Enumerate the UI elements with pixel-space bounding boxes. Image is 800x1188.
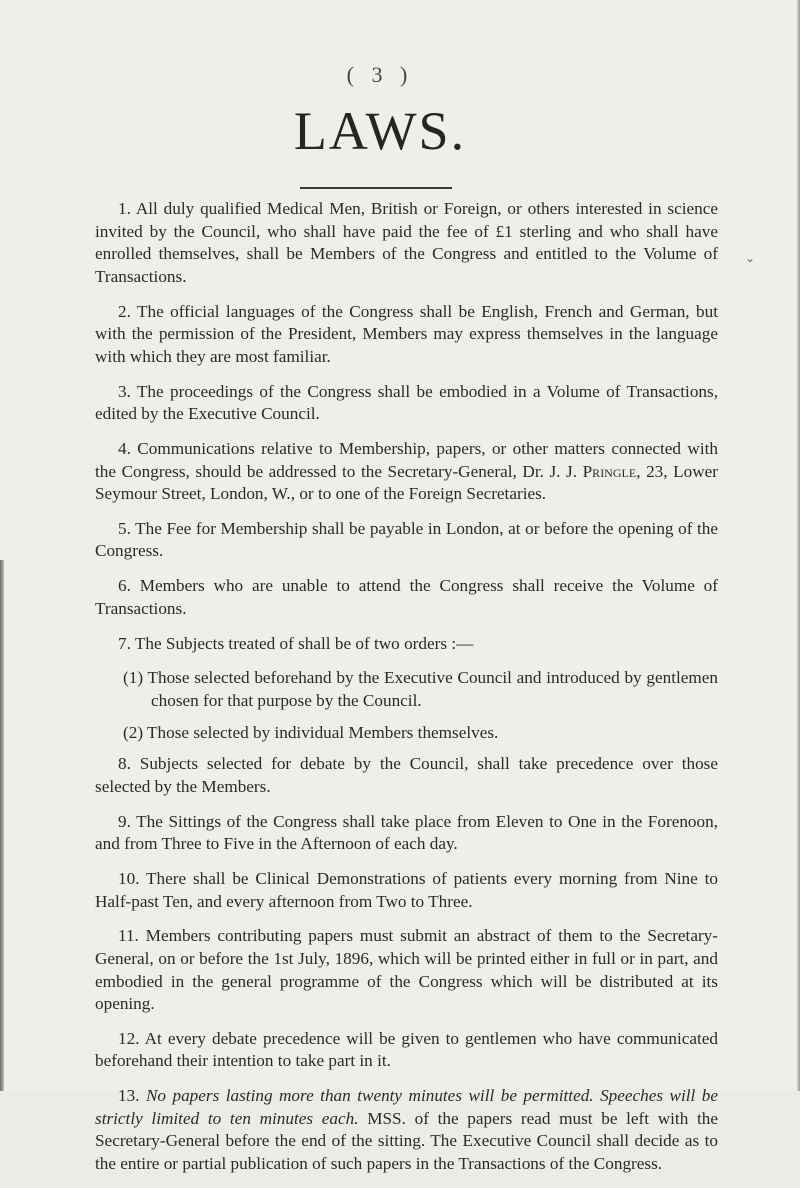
law-13-rest: MSS. of the papers read must be left with the Secretary-General before the end of the sitting. The Executive Council shall decide as to the entire or partial publication of such papers in the Transactions of the Congress. bbox=[95, 1108, 718, 1174]
law-8: 8. Subjects selected for debate by the Council, shall take precedence over those selected by the Members. bbox=[95, 754, 718, 796]
law-3: 3. The proceedings of the Congress shall be embodied in a Volume of Transactions, edited by the Executive Council. bbox=[95, 381, 718, 424]
law-4-part-1: 4. Communications relative to Membership, papers, or other matters connected with the Congress, should be addressed to the Secretary-General, Dr. J. J. bbox=[95, 438, 718, 481]
law-7-item-1: (1) Those selected beforehand by the Executive Council and introduced by gentlemen chosen for that purpose by the Council. bbox=[123, 668, 718, 710]
margin-mark: ⌄ bbox=[745, 251, 756, 265]
page-edge-left bbox=[0, 560, 4, 1091]
law-2: 2. The official languages of the Congress shall be English, French and German, but with the permission of the President, Members may express themselves in the language with which they are most familiar. bbox=[95, 301, 718, 366]
law-13 bbox=[95, 1085, 718, 1175]
page-title: LAWS. bbox=[293, 101, 467, 161]
law-9: 9. The Sittings of the Congress shall take place from Eleven to One in the Forenoon, and from Three to Five in the Afternoon of each day. bbox=[95, 811, 718, 854]
laws-body bbox=[95, 198, 718, 1188]
law-4-name: Pringle bbox=[582, 461, 637, 481]
law-12: 12. At every debate precedence will be given to gentlemen who have communicated beforehand their intention to take part in it. bbox=[95, 1028, 718, 1071]
law-5: 5. The Fee for Membership shall be payable in London, at or before the opening of the Congress. bbox=[95, 518, 718, 561]
law-1: 1. All duly qualified Medical Men, British or Foreign, or others interested in science invited by the Council, who shall have paid the fee of £1 sterling and who shall have enrolled themselves, shall be Members of the Congress and entitled to the Volume of Transactions. bbox=[95, 199, 718, 286]
page-number: ( 3 ) bbox=[346, 62, 414, 87]
law-7-item-2: (2) Those selected by individual Members themselves. bbox=[123, 722, 499, 742]
law-11: 11. Members contributing papers must submit an abstract of them to the Secretary-General, on or before the 1st July, 1896, which will be printed either in full or in part, and embodied in the general programme of the Congress which will be distributed at its opening. bbox=[95, 926, 718, 1014]
law-13-italic: No papers lasting more than twenty minutes will be permitted. Speeches will be strictly limited to ten minutes each. bbox=[95, 1086, 719, 1128]
law-6: 6. Members who are unable to attend the Congress shall receive the Volume of Transactions. bbox=[95, 576, 718, 618]
law-10: 10. There shall be Clinical Demonstrations of patients every morning from Nine to Half-past Ten, and every afternoon from Two to Three. bbox=[95, 868, 718, 911]
title-rule bbox=[300, 187, 452, 189]
law-7: 7. The Subjects treated of shall be of two orders :— bbox=[118, 633, 474, 653]
law-4-part-2: , 23, Lower Seymour Street, London, W., or to one of the Foreign Secretaries. bbox=[95, 461, 718, 504]
law-4 bbox=[95, 438, 718, 506]
law-13-number: 13. bbox=[118, 1086, 146, 1106]
